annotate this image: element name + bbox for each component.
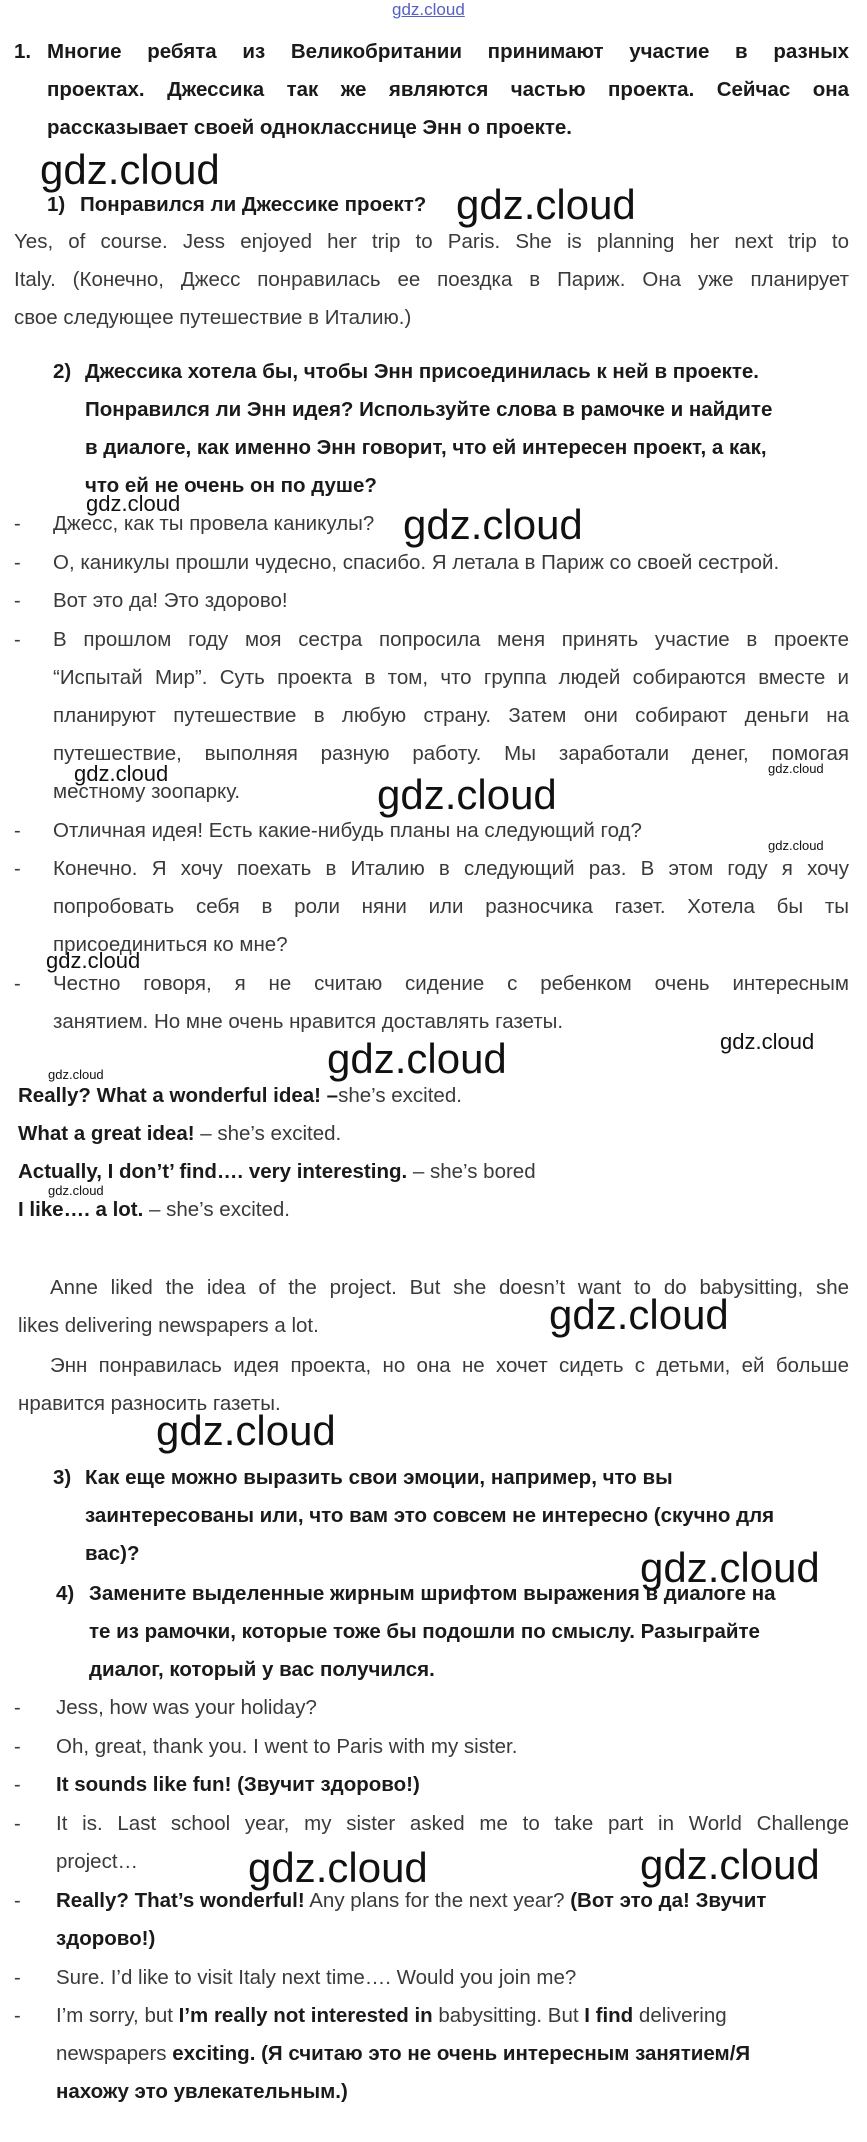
q4-bold-phrase: I find [584,2004,634,2027]
dialog-dash: - [14,629,21,651]
q4-dialog-line: project… [56,1850,139,1873]
dialog-dash: - [14,2005,21,2027]
q4-bold-phrase: I’m really not interested in [178,2004,433,2027]
q1-question: Понравился ли Джессике проект? [80,193,427,216]
q4-dialog-line: здорово!) [56,1927,156,1950]
q4-plain-text: I’m sorry, but [56,2004,179,2027]
phrase-rest: – she’s excited. [143,1198,290,1221]
dialog-line: занятием. Но мне очень нравится доставлять газеты. [53,1010,564,1033]
watermark: gdz.cloud [768,761,824,776]
q2-question-line: Понравился ли Энн идея? Используйте слова в рамочке и найдите [85,398,773,421]
phrase-line [18,1196,290,1224]
watermark: gdz.cloud [456,181,636,228]
dialog-line: планируют путешествие в любую страну. Затем они собирают деньги на [53,704,849,727]
phrase-bold: I like…. a lot. [18,1198,144,1221]
q4-dialog-line: Jess, how was your holiday? [56,1696,317,1719]
phrase-line [18,1120,341,1148]
dialog-dash: - [14,1774,21,1796]
dialog-dash: - [14,1813,21,1835]
watermark: gdz.cloud [640,1544,820,1591]
watermark: gdz.cloud [768,838,824,853]
watermark: gdz.cloud [377,771,557,818]
dialog-line: “Испытай Мир”. Суть проекта в том, что группа людей собираются вместе и [53,666,849,689]
watermark: gdz.cloud [86,491,181,516]
watermark: gdz.cloud [48,1183,104,1198]
q4-dialog-line [56,1887,766,1915]
dialog-dash: - [14,973,21,995]
dialog-dash: - [14,590,21,612]
q1-answer-line: Italy. (Конечно, Джесс понравилась ее поездка в Париж. Она уже планирует [14,268,849,291]
dialog-dash: - [14,1736,21,1758]
q1-answer-line: свое следующее путешествие в Италию.) [14,306,412,329]
conclusion-ru-line: Энн понравилась идея проекта, но она не хочет сидеть с детьми, ей больше [50,1354,849,1377]
task-intro-line: рассказывает своей однокласснице Энн о проекте. [47,116,572,139]
phrase-line [18,1082,462,1110]
q4-dialog-line [56,2040,750,2068]
watermark: gdz.cloud [720,1029,815,1054]
q4-plain-text: delivering [633,2004,727,2027]
dialog-dash: - [14,858,21,880]
dialog-dash: - [14,1890,21,1912]
phrase-rest: she’s excited. [338,1084,462,1107]
watermark: gdz.cloud [156,1407,336,1454]
q3-question-line: заинтересованы или, что вам это совсем не интересно (скучно для [85,1504,775,1527]
q4-dialog-line [56,2002,727,2030]
dialog-line: попробовать себя в роли няни или разносчика газет. Хотела бы ты [53,895,849,918]
watermark: gdz.cloud [48,1067,104,1082]
task-intro-line: Многие ребята из Великобритании принимают участие в разных [47,40,849,63]
phrase-bold: Really? What a wonderful idea! – [18,1084,339,1107]
q4-question-line: диалог, который у вас получился. [89,1658,435,1681]
dialog-dash: - [14,820,21,842]
dialog-line: присоединиться ко мне? [53,933,288,956]
q2-question-line: в диалоге, как именно Энн говорит, что ей интересен проект, а как, [85,436,767,459]
dialog-line: В прошлом году моя сестра попросила меня принять участие в проекте [53,628,849,651]
watermark: gdz.cloud [640,1841,820,1888]
dialog-line: Вот это да! Это здорово! [53,589,288,612]
q1-answer-line: Yes, of course. Jess enjoyed her trip to Paris. She is planning her next trip to [14,230,849,253]
q4-bold-phrase: (Вот это да! Звучит [570,1889,767,1912]
watermark: gdz.cloud [549,1291,729,1338]
watermark: gdz.cloud [327,1035,507,1082]
q4-dialog-line: It is. Last school year, my sister asked me to take part in World Challenge [56,1812,849,1835]
dialog-line: путешествие, выполняя разную работу. Мы заработали денег, помогая [53,742,849,765]
conclusion-ru-line: нравится разносить газеты. [18,1392,281,1415]
dialog-dash: - [14,513,21,535]
q4-plain-text: babysitting. But [432,2004,585,2027]
q3-question-line: вас)? [85,1542,140,1565]
q4-dialog-line: It sounds like fun! (Звучит здорово!) [56,1773,420,1796]
dialog-line: Джесс, как ты провела каникулы? [53,512,375,535]
q3-number: 3) [53,1466,72,1489]
dialog-dash: - [14,1967,21,1989]
dialog-line: Отличная идея! Есть какие-нибудь планы на следующий год? [53,819,642,842]
phrase-bold: Actually, I don’t’ find…. very interesting. [18,1160,408,1183]
dialog-dash: - [14,552,21,574]
watermark: gdz.cloud [74,761,169,786]
phrase-bold: What a great idea! [18,1122,195,1145]
q4-dialog-line: Sure. I’d like to visit Italy next time…. Would you join me? [56,1966,577,1989]
task-intro-line: проектах. Джессика так же являются частью проекта. Сейчас она [47,78,849,101]
q2-number: 2) [53,360,72,383]
phrase-line [18,1158,536,1186]
top-watermark: gdz.cloud [392,0,465,19]
dialog-line: местному зоопарку. [53,780,241,803]
q4-plain-text: Any plans for the next year? [304,1889,571,1912]
task-number: 1. [14,40,32,63]
dialog-dash: - [14,1697,21,1719]
watermark: gdz.cloud [403,501,583,548]
conclusion-en-line: Anne liked the idea of the project. But she doesn’t want to do babysitting, she [50,1276,849,1299]
q4-bold-phrase: Really? That’s wonderful! [56,1889,305,1912]
dialog-line: Честно говоря, я не считаю сидение с ребенком очень интересным [53,972,849,995]
q1-number: 1) [47,193,66,216]
phrase-rest: – she’s bored [407,1160,536,1183]
q3-question-line: Как еще можно выразить свои эмоции, например, что вы [85,1466,673,1489]
q4-bold-phrase: exciting. (Я считаю это не очень интересным занятием/Я [172,2042,751,2065]
dialog-line: Конечно. Я хочу поехать в Италию в следующий раз. В этом году я хочу [53,857,849,880]
watermark: gdz.cloud [46,948,141,973]
q4-question-line: Замените выделенные жирным шрифтом выражения в диалоге на [89,1582,776,1605]
q2-question-line: что ей не очень он по душе? [85,474,377,497]
phrase-rest: – she’s excited. [194,1122,342,1145]
dialog-line: О, каникулы прошли чудесно, спасибо. Я летала в Париж со своей сестрой. [53,551,780,574]
watermark: gdz.cloud [40,146,220,193]
q4-dialog-line: нахожу это увлекательным.) [56,2080,348,2103]
conclusion-en-line: likes delivering newspapers a lot. [18,1314,319,1337]
q4-number: 4) [56,1582,75,1605]
q4-dialog-line: Oh, great, thank you. I went to Paris with my sister. [56,1735,518,1758]
q2-question-line: Джессика хотела бы, чтобы Энн присоединилась к ней в проекте. [85,360,759,383]
q4-question-line: те из рамочки, которые тоже бы подошли по смыслу. Разыграйте [89,1620,760,1643]
watermark: gdz.cloud [248,1844,428,1891]
q4-plain-text: newspapers [56,2042,173,2065]
